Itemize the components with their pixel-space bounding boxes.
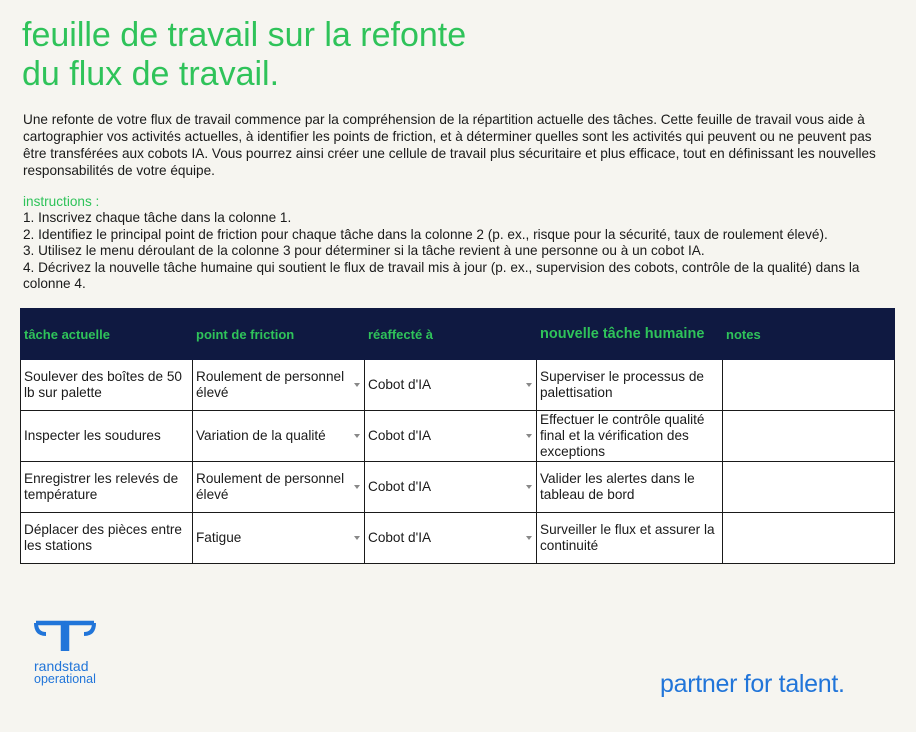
randstad-logo [34,620,98,686]
dropdown-arrow-icon[interactable] [526,434,532,438]
assigned-value: Cobot d'IA [368,530,432,545]
page-title [22,16,466,94]
logo-name: randstad [34,658,89,674]
cell-new-human-task[interactable]: Superviser le processus de palettisation [537,360,723,411]
friction-dropdown[interactable] [193,513,365,564]
cell-new-human-task[interactable]: Surveiller le flux et assurer la continuité [537,513,723,564]
table-row [21,513,895,564]
header-notes: notes [723,309,895,360]
friction-value: Variation de la qualité [196,428,326,443]
friction-value: Fatigue [196,530,242,545]
instruction-item: 1. Inscrivez chaque tâche dans la colonne 1. [23,210,292,225]
cell-notes[interactable] [723,360,895,411]
dropdown-arrow-icon[interactable] [526,485,532,489]
table-row [21,462,895,513]
header-reassigned-to: réaffecté à [365,309,537,360]
friction-value: Roulement de personnel élevé [196,369,345,400]
table-header-row [21,309,895,360]
friction-dropdown[interactable] [193,411,365,462]
dropdown-arrow-icon[interactable] [526,536,532,540]
assigned-value: Cobot d'IA [368,377,432,392]
friction-dropdown[interactable] [193,360,365,411]
randstad-logo-icon [34,620,96,654]
friction-dropdown[interactable] [193,462,365,513]
header-friction-point: point de friction [193,309,365,360]
cell-notes[interactable] [723,462,895,513]
dropdown-arrow-icon[interactable] [354,383,360,387]
assigned-dropdown[interactable] [365,411,537,462]
cell-notes[interactable] [723,513,895,564]
friction-value: Roulement de personnel élevé [196,471,345,502]
table-row [21,411,895,462]
cell-current-task[interactable]: Déplacer des pièces entre les stations [21,513,193,564]
instruction-item: 3. Utilisez le menu déroulant de la colonne 3 pour déterminer si la tâche revient à une personne ou à un cobot IA. [23,243,705,258]
cell-current-task[interactable]: Enregistrer les relevés de température [21,462,193,513]
dropdown-arrow-icon[interactable] [354,485,360,489]
cell-current-task[interactable]: Inspecter les soudures [21,411,193,462]
instruction-item: 4. Décrivez la nouvelle tâche humaine qui soutient le flux de travail mis à jour (p. ex., supervision des cobots, contrôle de la qualité) dans la colonne 4. [23,259,860,291]
tagline: partner for talent. [660,670,845,698]
assigned-dropdown[interactable] [365,513,537,564]
table-row [21,360,895,411]
cell-new-human-task[interactable]: Valider les alertes dans le tableau de bord [537,462,723,513]
title-line-2: du flux de travail. [22,55,280,93]
cell-notes[interactable] [723,411,895,462]
assigned-dropdown[interactable] [365,360,537,411]
header-new-human-task: nouvelle tâche humaine [537,309,723,360]
assigned-value: Cobot d'IA [368,479,432,494]
assigned-value: Cobot d'IA [368,428,432,443]
title-line-1: feuille de travail sur la refonte [22,16,467,54]
dropdown-arrow-icon[interactable] [354,536,360,540]
logo-subtitle: operational [34,672,96,686]
instructions-heading: instructions : [23,194,100,209]
dropdown-arrow-icon[interactable] [354,434,360,438]
worksheet-table [20,308,895,564]
dropdown-arrow-icon[interactable] [526,383,532,387]
assigned-dropdown[interactable] [365,462,537,513]
intro-paragraph: Une refonte de votre flux de travail commence par la compréhension de la répartition actuelle des tâches. Cette feuille de travail vous aide à cartographier vos activités actuelles, à identifier les points de friction, et à déterminer quelles sont les activités qui peuvent ou ne peuvent pas être transférées aux cobots IA. Vous pourrez ainsi créer une cellule de travail plus sécuritaire et plus efficace, tout en définissant les nouvelles responsabilités de votre équipe. [23,112,876,178]
cell-current-task[interactable]: Soulever des boîtes de 50 lb sur palette [21,360,193,411]
instruction-item: 2. Identifiez le principal point de friction pour chaque tâche dans la colonne 2 (p. ex., risque pour la sécurité, taux de roulement élevé). [23,226,828,242]
instructions-list [23,210,893,293]
cell-new-human-task[interactable]: Effectuer le contrôle qualité final et la vérification des exceptions [537,411,723,462]
header-current-task: tâche actuelle [21,309,193,360]
